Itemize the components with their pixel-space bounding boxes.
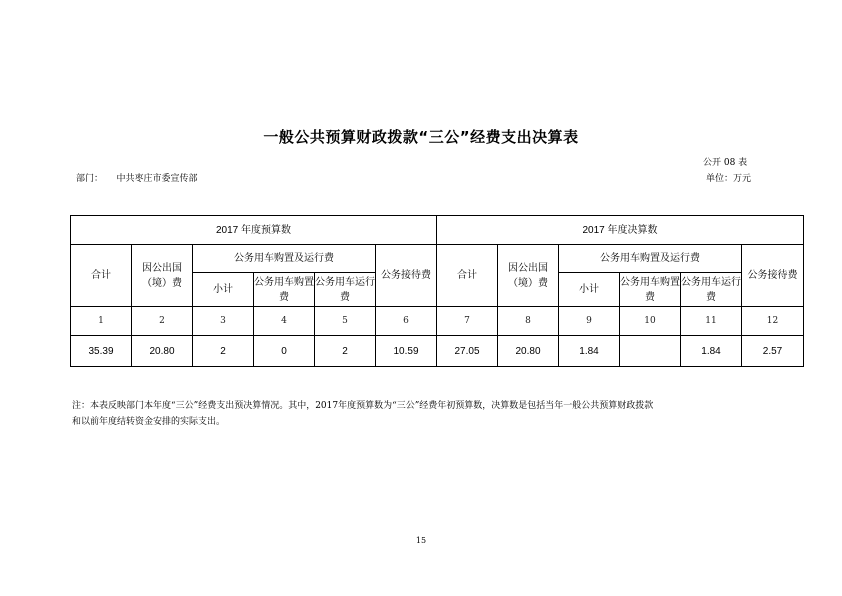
- footnote: [72, 398, 792, 430]
- value-cell: 20.80: [498, 336, 559, 367]
- header-vehicle-purchase: 公务用车购置费: [620, 273, 681, 307]
- header-total: 合计: [437, 245, 498, 307]
- expense-table: [70, 215, 804, 367]
- value-cell: 35.39: [71, 336, 132, 367]
- index-cell: 2: [132, 307, 193, 336]
- header-subtotal: 小计: [559, 273, 620, 307]
- header-total: 合计: [71, 245, 132, 307]
- header-vehicle-purchase: 公务用车购置费: [254, 273, 315, 307]
- header-reception: 公务接待费: [742, 245, 804, 307]
- header-reception: 公务接待费: [376, 245, 437, 307]
- value-cell: 20.80: [132, 336, 193, 367]
- footnote-line: 和以前年度结转资金安排的实际支出。: [72, 417, 226, 427]
- index-cell: 5: [315, 307, 376, 336]
- value-cell: [620, 336, 681, 367]
- footnote-line: 注：本表反映部门本年度“三公”经费支出预决算情况。其中，2017年度预算数为“三公”经费年初预算数，决算数是包括当年一般公共预算财政拨款: [72, 401, 654, 411]
- page-number: 15: [415, 536, 427, 545]
- header-vehicle: 公务用车购置及运行费: [193, 245, 376, 273]
- value-cell: 27.05: [437, 336, 498, 367]
- header-vehicle: 公务用车购置及运行费: [559, 245, 742, 273]
- page-title: 一般公共预算财政拨款“三公”经费支出决算表: [263, 128, 579, 146]
- header-abroad: 因公出国（境）费: [498, 245, 559, 307]
- index-cell: 1: [71, 307, 132, 336]
- value-cell: 2: [193, 336, 254, 367]
- index-cell: 3: [193, 307, 254, 336]
- header-abroad: 因公出国（境）费: [132, 245, 193, 307]
- index-cell: 9: [559, 307, 620, 336]
- index-cell: 10: [620, 307, 681, 336]
- header-vehicle-operation: 公务用车运行费: [315, 273, 376, 307]
- value-cell: 1.84: [681, 336, 742, 367]
- value-cell: 1.84: [559, 336, 620, 367]
- department-label: 部门： 中共枣庄市委宣传部: [76, 174, 198, 184]
- index-cell: 4: [254, 307, 315, 336]
- index-cell: 8: [498, 307, 559, 336]
- index-cell: 12: [742, 307, 804, 336]
- final-group-header: 2017 年度决算数: [437, 216, 804, 245]
- header-vehicle-operation: 公务用车运行费: [681, 273, 742, 307]
- budget-group-header: 2017 年度预算数: [71, 216, 437, 245]
- value-cell: 0: [254, 336, 315, 367]
- form-number: 公开 08 表: [703, 158, 748, 168]
- value-cell: 10.59: [376, 336, 437, 367]
- unit-label: 单位：万元: [706, 174, 752, 184]
- index-cell: 7: [437, 307, 498, 336]
- index-cell: 6: [376, 307, 437, 336]
- header-subtotal: 小计: [193, 273, 254, 307]
- index-cell: 11: [681, 307, 742, 336]
- value-cell: 2.57: [742, 336, 804, 367]
- value-cell: 2: [315, 336, 376, 367]
